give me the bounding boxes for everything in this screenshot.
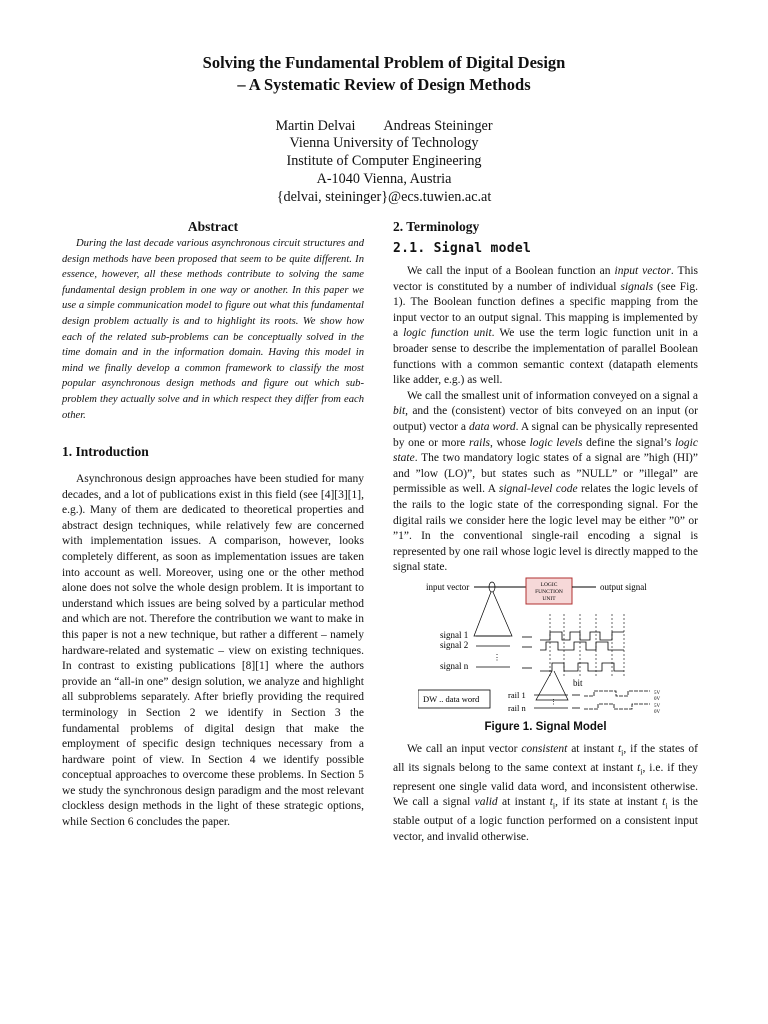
- author-1: Martin Delvai: [275, 118, 356, 134]
- waveform-signal-1: [540, 632, 624, 640]
- figure-caption: Figure 1. Signal Model: [484, 721, 607, 733]
- output-signal-label: output signal: [600, 582, 647, 592]
- lfu-label-1: LOGIC: [540, 582, 558, 588]
- bit-label: bit: [573, 678, 583, 688]
- data-word-legend: DW .. data word: [423, 694, 480, 704]
- expansion-cone: [474, 592, 512, 636]
- introduction-section: [62, 443, 364, 831]
- signal-1-label: signal 1: [440, 630, 469, 640]
- email: {delvai, steininger}@ecs.tuwien.ac.at: [276, 189, 492, 205]
- waveform-rail-n: [584, 704, 650, 709]
- rail-level-labels: 5V: [654, 691, 661, 696]
- time-markers: [550, 614, 624, 676]
- rail-1-label: rail 1: [508, 690, 526, 700]
- lfu-label-3: UNIT: [542, 596, 556, 602]
- rail-n-label: rail n: [508, 703, 526, 713]
- abstract-section: [62, 218, 364, 423]
- rail-dots: ⋮: [550, 698, 557, 706]
- terminology-paragraph-2: We call the smallest unit of information conveyed on a signal a bit, and the (consistent) vector of bits conveyed on an input (or output) vector a data word. A signal can be physically represented by one or more rails, whose logic levels define the signal’s logic state. The two mandatory logic states of a signal are ”high (HI)” and ”low (LO)”, but states such as ”NULL” or ”illegal” are permissible as well. A signal-level code relates the logic levels of the rails to the logic state of the corresponding signal. For the digital rails we consider here the logic level may be either ”0” or ”1”. In the conventional single-rail encoding a signal is represented by one rail whose logic level is directly mapped to the signal state.: [393, 389, 698, 574]
- abstract-heading: Abstract: [187, 219, 239, 234]
- terminology-paragraph-1: We call the input of a Boolean function an input vector. This vector is constituted by a number of individual signals (see Fig. 1). The Boolean function defines a specific mapping from the input vector to an output signal. This mapping is implemented by a logic function unit. We use the term logic function unit in a broader sense to describe the implementation of parallel Boolean functions with a common semantic context (datapath elements like adder, e.g.) as well.: [393, 265, 699, 387]
- terminology-section: [393, 218, 698, 576]
- terminology-paragraph-3-section: [393, 742, 698, 845]
- rail-level-labels: 5V: [654, 704, 661, 709]
- abstract-text: During the last decade various asynchronous circuit structures and design methods have been proposed that seem to be quite different. In essence, however, all these methods contribute to solving the same fundamental design problem in one way or another. In this paper we use a simple communication model to figure out what this fundamental design problem actually is and to highlight its roots. We show how each of the related sub-problems can be conceptually solved in the time domain and in the information domain. Having this model in mind we finally develop a common framework to classify the most popular asynchronous design methods and figure out which sub-problem they actually solve and in which respect they differ from each other.: [62, 238, 364, 421]
- signal-dots: ⋮: [493, 653, 501, 662]
- terminology-paragraph-3: We call an input vector consistent at instant $t_i$, if the states of all its signals belong to the same context at instant $t_i$, i.e. if they represent one single valid data word, and inconsistent otherwise. We call a signal valid at instant $t_i$, if its state at instant $t_i$ is the stable output of a logic function performed on a consistent input vector, and invalid otherwise.: [393, 743, 698, 843]
- rail-level-labels: 0V: [654, 697, 661, 702]
- paper-title-line-1: Solving the Fundamental Problem of Digital Design: [202, 53, 566, 72]
- waveform-signal-2: [540, 642, 624, 650]
- terminology-heading: 2. Terminology: [393, 219, 480, 234]
- introduction-heading: 1. Introduction: [62, 444, 149, 459]
- address: A-1040 Vienna, Austria: [316, 171, 452, 187]
- waveform-signal-n: [540, 663, 624, 671]
- signal-2-label: signal 2: [440, 640, 469, 650]
- signal-model-heading: 2.1. Signal model: [393, 241, 532, 256]
- author-2: Andreas Steininger: [383, 118, 493, 134]
- signal-n-label: signal n: [440, 661, 469, 671]
- affiliation-university: Vienna University of Technology: [289, 135, 479, 151]
- introduction-text: Asynchronous design approaches have been studied for many decades, and a lot of publications exist in this field (see [4][3][1], e.g.). Many of them are dedicated to theoretical properties and abstract design techniques, while relatively few are concerned with implementation issues. A comparison, however, looks completely different, as soon as implementation issues are taken into account as well. Moreover, using one or the other method alone does not solve the whole design problem. It is important to understand which issues are being solved by a particular method and which are not. Therefore the contribution we want to make in this paper is not a new technique, but rather a different – namely hardware-related and systematic – view on existing techniques. In contrast to existing publications [8][1] where the authors provide an “all-in one” design solution, we analyze and highlight all subproblems separately. After briefly providing the required terminology in Section 2 we identify in Section 3 the fundamental problems of digital design that make the employment of specific design techniques necessary from a hardware point of view. In Section 4 we identify possible conceptual approaches to overcome these problems. In Section 5 we study the synchronous design paradigm and the most relevant clockless design methods in the light of these strategic options, while Section 6 concludes the paper.: [62, 473, 364, 829]
- paper-title-line-2: – A Systematic Review of Design Methods: [237, 75, 531, 94]
- lfu-label-2: FUNCTION: [535, 589, 563, 595]
- affiliation-institute: Institute of Computer Engineering: [286, 153, 482, 169]
- rail-level-labels: 0V: [654, 710, 661, 715]
- bit-cone: [536, 671, 568, 700]
- input-vector-label: input vector: [426, 582, 470, 592]
- figure-signal-model: [418, 574, 678, 720]
- waveform-rail-1: [584, 691, 650, 696]
